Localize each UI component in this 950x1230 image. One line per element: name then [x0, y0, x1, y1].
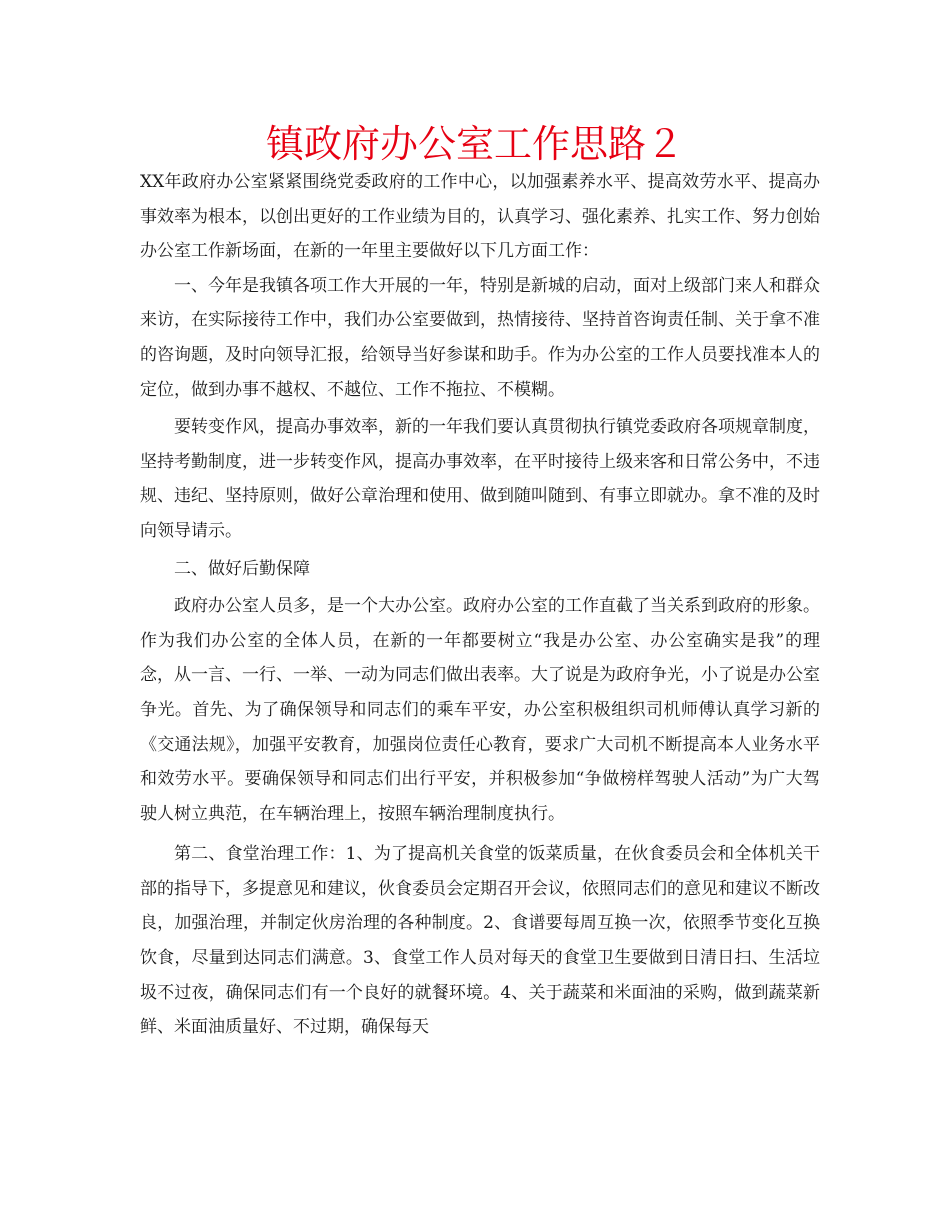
paragraph-section-2-heading: 二、做好后勤保障: [174, 558, 310, 579]
paragraph-section-3: 第二、食堂治理工作：1、为了提高机关食堂的饭菜质量，在伙食委员会和全体机关干部的指导下，多提意见和建议，伙食委员会定期召开会议，依照同志们的意见和建议不断改良，加强治理，并制定伙房治理的各种制度。2、食谱要每周互换一次，依照季节变化互换饮食，尽量到达同志们满意。3、食堂工作人员对每天的食堂卫生要做到日清日扫、生活垃圾不过夜，确保同志们有一个良好的就餐环境。4、关于蔬菜和米面油的采购，做到蔬菜新鲜、米面油质量好、不过期，确保每天: [140, 844, 820, 1038]
paragraph-section-2: 政府办公室人员多，是一个大办公室。政府办公室的工作直截了当关系到政府的形象。作为我们办公室的全体人员，在新的一年都要树立“我是办公室、办公室确实是我”的理念，从一言、一行、一举、一动为同志们做出表率。大了说是为政府争光，小了说是办公室争光。首先、为了确保领导和同志们的乘车平安，办公室积极组织司机师傅认真学习新的《交通法规》，加强平安教育，加强岗位责任心教育，要求广大司机不断提高本人业务水平和效劳水平。要确保领导和同志们出行平安，并积极参加“争做榜样驾驶人活动”为广大驾驶人树立典范，在车辆治理上，按照车辆治理制度执行。: [140, 596, 820, 824]
paragraph-section-1b: 要转变作风，提高办事效率，新的一年我们要认真贯彻执行镇党委政府各项规章制度，坚持考勤制度，进一步转变作风，提高办事效率，在平时接待上级来客和日常公务中，不违规、违纪、坚持原则，做好公章治理和使用、做到随叫随到、有事立即就办。拿不准的及时向领导请示。: [140, 417, 820, 541]
paragraph-section-1: 一、今年是我镇各项工作大开展的一年，特别是新城的启动，面对上级部门来人和群众来访，在实际接待工作中，我们办公室要做到，热情接待、坚持首咨询责任制、关于拿不准的咨询题，及时向领导汇报，给领导当好参谋和助手。作为办公室的工作人员要找准本人的定位，做到办事不越权、不越位、工作不拖拉、不模糊。: [140, 275, 820, 400]
document-body: [140, 165, 820, 1045]
document-title: 镇政府办公室工作思路２: [265, 122, 684, 166]
paragraph-intro: XX年政府办公室紧紧围绕党委政府的工作中心，以加强素养水平、提高效劳水平、提高办事效率为根本，以创出更好的工作业绩为目的，认真学习、强化素养、扎实工作、努力创始办公室工作新场面，在新的一年里主要做好以下几方面工作：: [140, 172, 820, 262]
